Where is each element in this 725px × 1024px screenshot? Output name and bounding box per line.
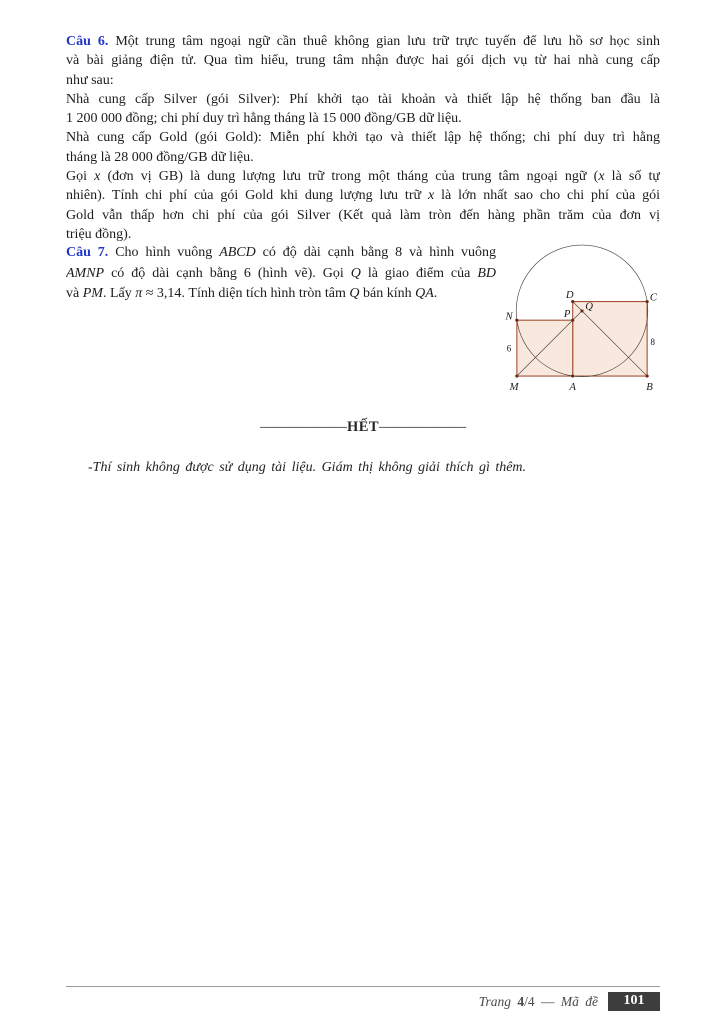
label-p: P (563, 308, 571, 321)
figure-svg (499, 240, 665, 394)
text-line: triệu đồng). (66, 226, 132, 242)
text-line: Nhà cung cấp Silver (gói Silver): Phí khởi tạo tài khoản và thiết lập hệ thống ban đầu là (66, 91, 660, 107)
question-6 (66, 32, 660, 244)
page-footer (479, 992, 660, 1011)
label-a: A (569, 380, 576, 393)
question-7 (66, 243, 496, 305)
divider-rule-left: —————— (259, 419, 347, 435)
text-line: nhiên). Tính chi phí của gói Gold khi dung lượng lưu trữ x là lớn nhất sao cho chi phí của gói (66, 188, 660, 204)
text-line: và bài giảng điện tử. Qua tìm hiểu, trung tâm nhận được hai gói dịch vụ từ hai nhà cung cấp (66, 53, 660, 69)
point-dot-c (646, 300, 649, 303)
label-b: B (646, 380, 653, 393)
point-dot-n (515, 319, 518, 322)
page-indicator: Trang 4/4 — Mã đề (478, 993, 598, 1009)
geometry-figure (499, 240, 665, 394)
exam-note: -Thí sinh không được sử dụng tài liệu. Giám thị không giải thích gì thêm. (88, 460, 527, 475)
label-q: Q (585, 300, 593, 313)
end-label: HẾT (346, 419, 380, 435)
point-dot-q (580, 309, 583, 312)
text-line: Gọi x (đơn vị GB) là dung lượng lưu trữ trong một tháng của trung tâm ngoại ngữ (x là số tự (66, 169, 660, 185)
label-n: N (505, 310, 513, 323)
end-divider (66, 419, 660, 436)
point-dot-a (571, 374, 574, 377)
point-dot-m (515, 374, 518, 377)
text-line: và PM. Lấy π ≈ 3,14. Tính diện tích hình tròn tâm Q bán kính QA. (66, 286, 438, 301)
point-dot-p (571, 319, 574, 322)
text-line: tháng là 28 000 đồng/GB dữ liệu. (66, 149, 254, 165)
text-line: Câu 6. Một trung tâm ngoại ngữ cần thuê không gian lưu trữ trực tuyến để lưu hồ sơ học sinh (66, 34, 660, 49)
text-line: 1 200 000 đồng; chi phí duy trì hằng tháng là 15 000 đồng/GB dữ liệu. (66, 111, 462, 127)
exam-code-badge: 101 (608, 992, 660, 1011)
footer-rule (66, 986, 660, 987)
label-c: C (649, 291, 658, 304)
text-line: như sau: (66, 72, 114, 88)
label-side-8: 8 (650, 338, 656, 349)
text-line: AMNP có độ dài cạnh bằng 6 (hình vẽ). Gọi Q là giao điểm của BD (66, 265, 496, 281)
label-side-6: 6 (506, 344, 512, 355)
divider-rule-right: —————— (379, 419, 467, 435)
text-line: Nhà cung cấp Gold (gói Gold): Miễn phí khởi tạo và thiết lập hệ thống; chi phí duy trì hằng (66, 130, 660, 146)
text-line: Gold vẫn thấp hơn chi phí của gói Silver (Kết quả làm tròn đến hàng phần trăm của đơn vị (66, 207, 660, 223)
label-d: D (565, 289, 574, 302)
point-dot-b (646, 374, 649, 377)
text-line: Câu 7. Cho hình vuông ABCD có độ dài cạnh bằng 8 và hình vuông (66, 245, 496, 260)
label-m: M (509, 380, 519, 393)
